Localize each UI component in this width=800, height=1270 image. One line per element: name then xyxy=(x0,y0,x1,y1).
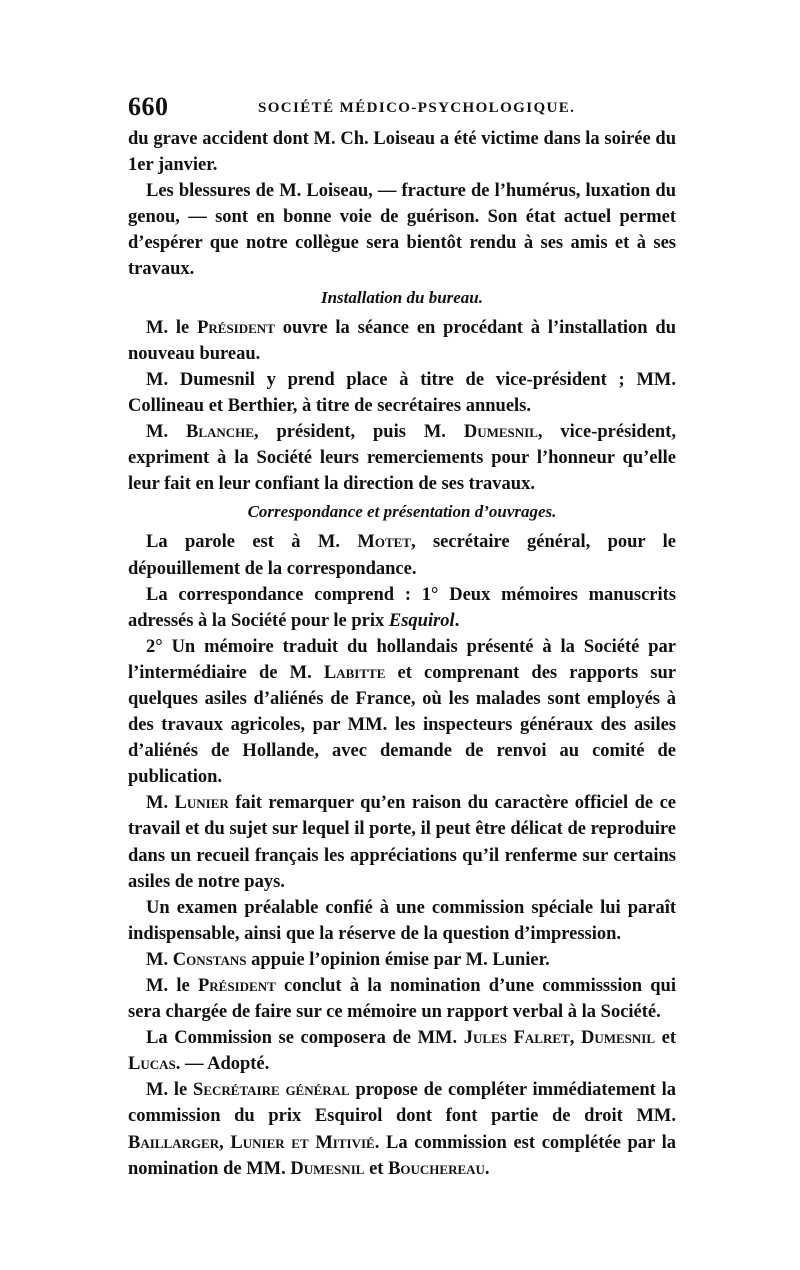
paragraph: 2° Un mémoire traduit du hollandais présenté à la Société par l’intermédiaire de M. Labitte et comprenant des rapports sur quelques asiles d’aliénés de France, où les malades sont employés à des travaux agricoles, par MM. les inspecteurs généraux des asiles d’aliénés de Hollande, avec demande de renvoi au comité de publication. xyxy=(128,636,676,788)
paragraph: M. Blanche, président, puis M. Dumesnil, vice-président, expriment à la Société leurs remerciements pour l’honneur qu’elle leur fait en leur confiant la direction de ses travaux. xyxy=(128,422,676,495)
paragraph: M. Dumesnil y prend place à titre de vice-président ; MM. Collineau et Berthier, à titre de secrétaires annuels. xyxy=(128,369,676,416)
paragraph: La Commission se composera de MM. Jules Falret, Dumesnil et Lucas. — Adopté. xyxy=(128,1028,677,1075)
section-heading: Installation du bureau. xyxy=(320,287,484,307)
paragraph: Les blessures de M. Loiseau, — fracture de l’humérus, luxation du genou, — sont en bonne voie de guérison. Son état actuel permet d’espérer que notre collègue sera bientôt rendu à ses amis et à ses travaux. xyxy=(128,181,676,280)
paragraph: M. le Secrétaire général propose de compléter immédiatement la commission du prix Esquirol dont font partie de droit MM. Baillarger, Lunier et Mitivié. La commission est complétée par la nomination de MM. Dumesnil et Bouchereau. xyxy=(128,1080,676,1179)
paragraph: Un examen préalable confié à une commission spéciale lui paraît indispensable, ainsi que la réserve de la question d’impression. xyxy=(128,897,676,944)
running-head: SOCIÉTÉ MÉDICO-PSYCHOLOGIQUE. xyxy=(258,100,576,116)
page-header xyxy=(128,92,676,128)
paragraph: La parole est à M. Motet, secrétaire général, pour le dépouillement de la correspondance. xyxy=(128,532,676,579)
section-heading: Correspondance et présentation d’ouvrages. xyxy=(247,502,557,522)
paragraph: M. Constans appuie l’opinion émise par M. Lunier. xyxy=(146,949,550,970)
paragraph: M. le Président ouvre la séance en procédant à l’installation du nouveau bureau. xyxy=(128,317,676,364)
paragraph: M. Lunier fait remarquer qu’en raison du caractère officiel de ce travail et du sujet sur lequel il porte, il peut être délicat de reproduire dans un recueil français les appréciations qu’il renferme sur certains asiles de notre pays. xyxy=(128,793,676,892)
paragraph: M. le Président conclut à la nomination d’une commisssion qui sera chargée de faire sur ce mémoire un rapport verbal à la Société. xyxy=(128,976,676,1023)
paragraph: La correspondance comprend : 1° Deux mémoires manuscrits adressés à la Société pour le prix Esquirol. xyxy=(128,584,676,631)
page-number: 660 xyxy=(128,92,169,121)
body-text xyxy=(128,126,676,1182)
paragraph: du grave accident dont M. Ch. Loiseau a été victime dans la soirée du 1er janvier. xyxy=(128,129,676,176)
